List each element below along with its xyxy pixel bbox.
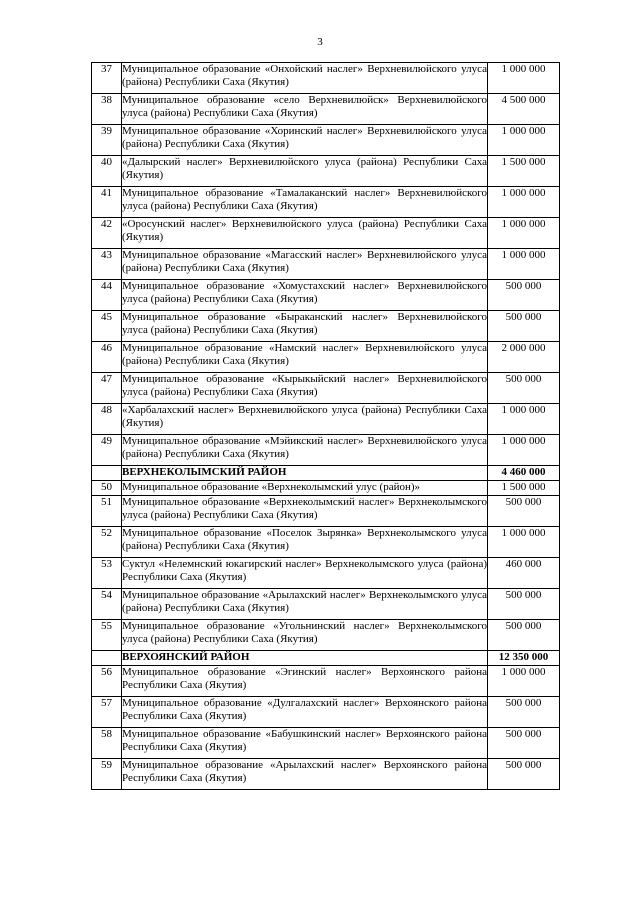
row-name: Муниципальное образование «Хомустахский наслег» Верхневилюйского улуса (района) Республики Саха (Якутия) (122, 280, 488, 311)
row-amount: 500 000 (488, 280, 560, 311)
row-name: Муниципальное образование «Намский наслег» Верхневилюйского улуса (района) Республики Саха (Якутия) (122, 342, 488, 373)
row-name: Муниципальное образование «Верхнеколымский улус (район)» (122, 481, 488, 496)
table-row (92, 280, 560, 311)
table-row (92, 94, 560, 125)
row-name: Муниципальное образование «Кырыкыйский наслег» Верхневилюйского улуса (района) Республики Саха (Якутия) (122, 373, 488, 404)
row-amount: 460 000 (488, 558, 560, 589)
row-amount: 1 000 000 (488, 404, 560, 435)
table-row (92, 373, 560, 404)
row-name: Муниципальное образование «Эгинский наслег» Верхоянского района Республики Саха (Якутия) (122, 666, 488, 697)
row-name: Муниципальное образование «Тамалаканский наслег» Верхневилюйского улуса (района) Республики Саха (Якутия) (122, 187, 488, 218)
row-amount: 1 000 000 (488, 187, 560, 218)
table-row (92, 620, 560, 651)
row-amount: 500 000 (488, 496, 560, 527)
row-name: Муниципальное образование «Дулгалахский наслег» Верхоянского района Республики Саха (Якутия) (122, 697, 488, 728)
row-amount: 12 350 000 (488, 651, 560, 666)
row-amount: 500 000 (488, 373, 560, 404)
row-number: 48 (92, 404, 122, 435)
row-number (92, 466, 122, 481)
row-name: «Харбалахский наслег» Верхневилюйского улуса (района) Республики Саха (Якутия) (122, 404, 488, 435)
row-number: 40 (92, 156, 122, 187)
row-name: Муниципальное образование «Хоринский наслег» Верхневилюйского улуса (района) Республики Саха (Якутия) (122, 125, 488, 156)
row-number: 44 (92, 280, 122, 311)
row-amount: 500 000 (488, 311, 560, 342)
row-number: 59 (92, 759, 122, 790)
row-name: ВЕРХОЯНСКИЙ РАЙОН (122, 651, 488, 666)
row-amount: 500 000 (488, 759, 560, 790)
row-number: 38 (92, 94, 122, 125)
row-amount: 1 000 000 (488, 527, 560, 558)
row-number: 47 (92, 373, 122, 404)
row-amount: 1 000 000 (488, 666, 560, 697)
row-amount: 500 000 (488, 697, 560, 728)
table-row (92, 666, 560, 697)
table-row (92, 218, 560, 249)
row-number: 53 (92, 558, 122, 589)
row-name: Муниципальное образование «село Верхневилюйск» Верхневилюйского улуса (района) Республики Саха (Якутия) (122, 94, 488, 125)
row-amount: 1 000 000 (488, 249, 560, 280)
row-amount: 1 000 000 (488, 218, 560, 249)
row-number: 50 (92, 481, 122, 496)
row-number: 45 (92, 311, 122, 342)
row-amount: 1 000 000 (488, 435, 560, 466)
row-number: 55 (92, 620, 122, 651)
table-row (92, 481, 560, 496)
row-name: Муниципальное образование «Онхойский наслег» Верхневилюйского улуса (района) Республики Саха (Якутия) (122, 63, 488, 94)
row-amount: 2 000 000 (488, 342, 560, 373)
table-row (92, 125, 560, 156)
section-header-row (92, 651, 560, 666)
row-number: 37 (92, 63, 122, 94)
row-number (92, 651, 122, 666)
page-number: 3 (317, 36, 323, 48)
row-name: Муниципальное образование «Поселок Зырянка» Верхнеколымского улуса (района) Республики Саха (Якутия) (122, 527, 488, 558)
row-name: Муниципальное образование «Верхнеколымский наслег» Верхнеколымского улуса (района) Республики Саха (Якутия) (122, 496, 488, 527)
table-row (92, 435, 560, 466)
table-row (92, 187, 560, 218)
row-name: ВЕРХНЕКОЛЫМСКИЙ РАЙОН (122, 466, 488, 481)
row-number: 41 (92, 187, 122, 218)
row-name: «Далырский наслег» Верхневилюйского улуса (района) Республики Саха (Якутия) (122, 156, 488, 187)
row-amount: 4 460 000 (488, 466, 560, 481)
row-number: 52 (92, 527, 122, 558)
row-name: Муниципальное образование «Угольнинский наслег» Верхнеколымского улуса (района) Республики Саха (Якутия) (122, 620, 488, 651)
row-number: 51 (92, 496, 122, 527)
table-row (92, 404, 560, 435)
table-body (92, 63, 560, 790)
row-name: Муниципальное образование «Быраканский наслег» Верхневилюйского улуса (района) Республики Саха (Якутия) (122, 311, 488, 342)
row-amount: 500 000 (488, 728, 560, 759)
table-row (92, 728, 560, 759)
row-number: 39 (92, 125, 122, 156)
row-name: Муниципальное образование «Бабушкинский наслег» Верхоянского района Республики Саха (Якутия) (122, 728, 488, 759)
row-number: 58 (92, 728, 122, 759)
row-number: 56 (92, 666, 122, 697)
row-amount: 4 500 000 (488, 94, 560, 125)
table-row (92, 697, 560, 728)
row-amount: 1 000 000 (488, 63, 560, 94)
row-number: 42 (92, 218, 122, 249)
table-row (92, 759, 560, 790)
row-number: 43 (92, 249, 122, 280)
row-name: «Оросунский наслег» Верхневилюйского улуса (района) Республики Саха (Якутия) (122, 218, 488, 249)
table-row (92, 496, 560, 527)
table-row (92, 156, 560, 187)
row-amount: 1 500 000 (488, 156, 560, 187)
row-name: Муниципальное образование «Арылахский наслег» Верхоянского района Республики Саха (Якутия) (122, 759, 488, 790)
row-number: 57 (92, 697, 122, 728)
row-name: Суктул «Нелемнский юкагирский наслег» Верхнеколымского улуса (района) Республики Саха (Якутия) (122, 558, 488, 589)
row-number: 46 (92, 342, 122, 373)
row-name: Муниципальное образование «Магасский наслег» Верхневилюйского улуса (района) Республики Саха (Якутия) (122, 249, 488, 280)
row-name: Муниципальное образование «Мэйикский наслег» Верхневилюйского улуса (района) Республики Саха (Якутия) (122, 435, 488, 466)
row-amount: 1 000 000 (488, 125, 560, 156)
table-row (92, 311, 560, 342)
table-row (92, 63, 560, 94)
row-number: 54 (92, 589, 122, 620)
table-row (92, 527, 560, 558)
table-row (92, 558, 560, 589)
row-amount: 1 500 000 (488, 481, 560, 496)
row-name: Муниципальное образование «Арылахский наслег» Верхнеколымского улуса (района) Республики Саха (Якутия) (122, 589, 488, 620)
table-row (92, 589, 560, 620)
row-amount: 500 000 (488, 620, 560, 651)
allocation-table (91, 62, 560, 790)
table-row (92, 249, 560, 280)
row-number: 49 (92, 435, 122, 466)
row-amount: 500 000 (488, 589, 560, 620)
table-row (92, 342, 560, 373)
section-header-row (92, 466, 560, 481)
